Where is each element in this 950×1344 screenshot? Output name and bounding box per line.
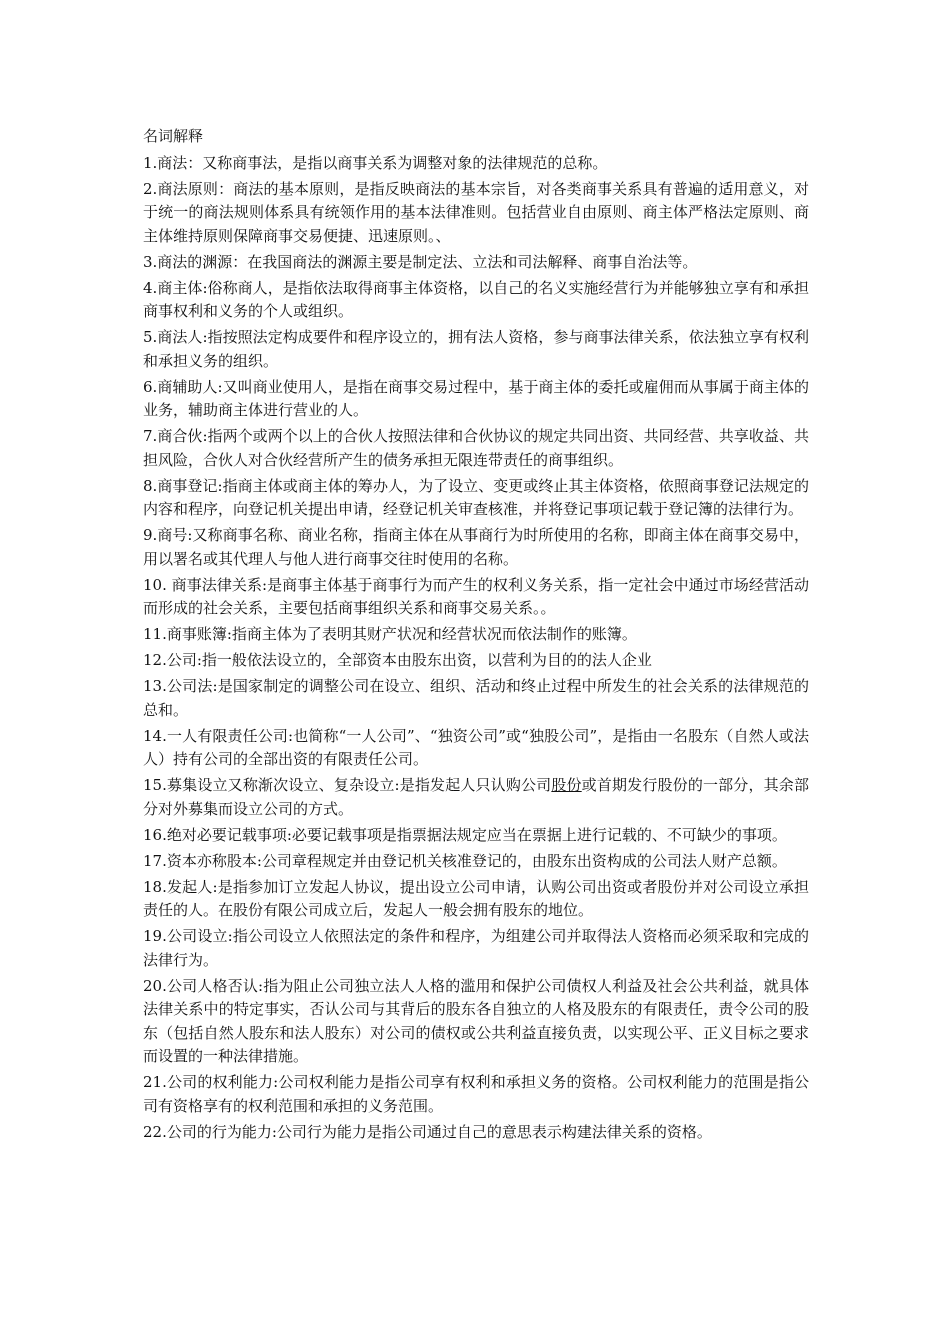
entry-1: 1.商法：又称商事法，是指以商事关系为调整对象的法律规范的总称。 (143, 153, 608, 172)
entry-8: 8.商事登记:指商主体或商主体的筹办人，为了设立、变更或终止其主体资格，依照商事登记法规定的内容和程序，向登记机关提出申请，经登记机关审查核准，并将登记事项记载于登记簿的法律行为。 (143, 476, 809, 518)
entry-7: 7.商合伙:指两个或两个以上的合伙人按照法律和合伙协议的规定共同出资、共同经营、共享收益、共担风险，合伙人对合伙经营所产生的债务承担无限连带责任的商事组织。 (143, 427, 809, 469)
document-page (143, 125, 809, 1147)
entry-5: 5.商法人:指按照法定构成要件和程序设立的，拥有法人资格，参与商事法律关系，依法独立享有权利和承担义务的组织。 (143, 328, 809, 370)
entry-11: 11.商事账簿:指商主体为了表明其财产状况和经营状况而依法制作的账簿。 (143, 625, 637, 643)
entry-17: 17.资本亦称股本:公司章程规定并由登记机关核准登记的，由股东出资构成的公司法人财产总额。 (143, 851, 787, 870)
entry-3: 3.商法的渊源：在我国商法的渊源主要是制定法、立法和司法解释、商事自治法等。 (143, 252, 698, 271)
entry-13: 13.公司法:是国家制定的调整公司在设立、组织、活动和终止过程中所发生的社会关系的法律规范的总和。 (143, 677, 809, 719)
entry-12: 12.公司:指一般依法设立的，全部资本由股东出资，以营利为目的的法人企业 (143, 651, 652, 669)
entry-22: 22.公司的行为能力:公司行为能力是指公司通过自己的意思表示构建法律关系的资格。 (143, 1122, 712, 1141)
entry-14: 14.一人有限责任公司:也简称“一人公司”、“独资公司”或“独股公司”，是指由一名股东（自然人或法人）持有公司的全部出资的有限责任公司。 (143, 726, 809, 768)
entry-15-text-before: 15.募集设立又称渐次设立、复杂设立:是指发起人只认购公司 (143, 776, 552, 794)
entry-15-underlined-term: 股份 (551, 776, 582, 794)
entry-4: 4.商主体:俗称商人，是指依法取得商事主体资格，以自己的名义实施经营行为并能够独立享有和承担商事权利和义务的个人或组织。 (143, 278, 809, 320)
entry-9: 9.商号:又称商事名称、商业名称，指商主体在从事商行为时所使用的名称，即商主体在商事交易中，用以署名或其代理人与他人进行商事交往时使用的名称。 (143, 526, 809, 568)
entry-20: 20.公司人格否认:指为阻止公司独立法人人格的滥用和保护公司债权人利益及社会公共利益，就具体法律关系中的特定事实，否认公司与其背后的股东各自独立的人格及股东的有限责任，责令公司的股东（包括自然人股东和法人股东）对公司的债权或公共利益直接负责，以实现公平、正义目标之要求而设置的一种法律措施。 (143, 976, 809, 1065)
entry-10: 10. 商事法律关系:是商事主体基于商事行为而产生的权利义务关系，指一定社会中通过市场经营活动而形成的社会关系，主要包括商事组织关系和商事交易关系。。 (143, 575, 809, 617)
entry-15 (143, 774, 809, 821)
entry-6: 6.商辅助人:又叫商业使用人，是指在商事交易过程中，基于商主体的委托或雇佣而从事属于商主体的业务，辅助商主体进行营业的人。 (143, 377, 809, 419)
entry-18: 18.发起人:是指参加订立发起人协议，提出设立公司申请，认购公司出资或者股份并对公司设立承担责任的人。在股份有限公司成立后，发起人一般会拥有股东的地位。 (143, 877, 809, 919)
entry-2: 2.商法原则：商法的基本原则，是指反映商法的基本宗旨，对各类商事关系具有普遍的适用意义，对于统一的商法规则体系具有统领作用的基本法律准则。包括营业自由原则、商主体严格法定原则、商主体维持原则保障商事交易便捷、迅速原则。、 (143, 179, 809, 245)
entry-16: 16.绝对必要记载事项:必要记载事项是指票据法规定应当在票据上进行记载的、不可缺少的事项。 (143, 825, 787, 844)
entry-19: 19.公司设立:指公司设立人依照法定的条件和程序，为组建公司并取得法人资格而必须采取和完成的法律行为。 (143, 927, 809, 969)
entry-21: 21.公司的权利能力:公司权利能力是指公司享有权利和承担义务的资格。公司权利能力的范围是指公司有资格享有的权利范围和承担的义务范围。 (143, 1073, 809, 1115)
entry-15-text-after: 或首期发行股份的一部分，其余部分对外募集而设立公司的方式。 (143, 776, 809, 818)
document-title: 名词解释 (143, 127, 204, 145)
